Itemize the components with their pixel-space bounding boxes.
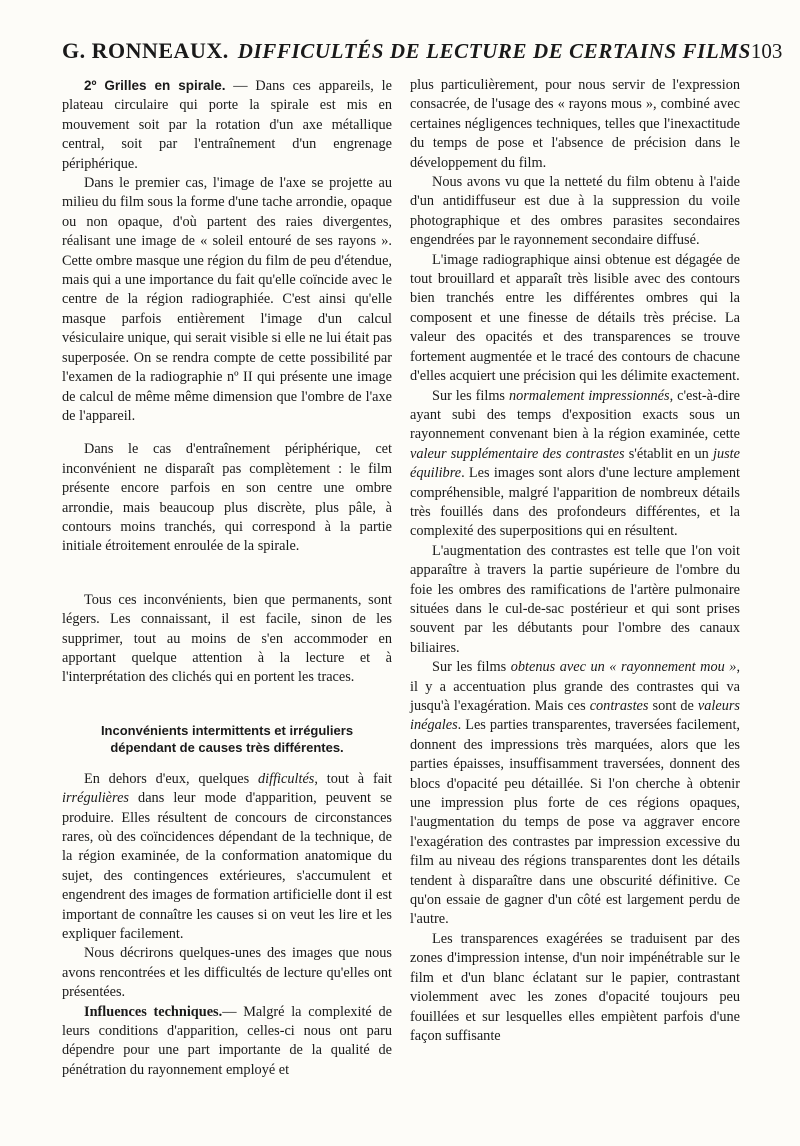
section-heading-line: Inconvénients intermittents et irréguliers: [100, 722, 354, 738]
paragraph: Tous ces inconvénients, bien que permanents, sont légers. Les connaissant, il est facile, sinon de les supprimer, tout au moins de s'en accommoder en apportant quelque attention à la lecture et à l'interprétation des clichés qui en portent les traces.: [62, 591, 392, 686]
paragraph: [62, 76, 392, 174]
section-heading-line: dépendant de causes très différentes.: [110, 739, 344, 755]
emphasis: valeurs inégales: [410, 698, 740, 734]
paragraph-text: — Malgré la complexité de leurs conditions d'apparition, celles-ci nous ont paru dépendre pour une part importante de la qualité de pénétration du rayonnement employé et: [62, 1003, 392, 1078]
left-column: [62, 76, 392, 1080]
header-title: DIFFICULTÉS DE LECTURE DE CERTAINS FILMS: [237, 39, 751, 63]
paragraph: L'augmentation des contrastes est telle que l'on voit apparaître à travers la partie supérieure de l'ombre du foie les ombres des ramifications de l'artère pulmonaire situées dans le cul-de-sac postérieur et qui sont prises souvent par les débutants pour l'ombre des canaux biliaires.: [410, 542, 740, 656]
text-run: , c'est-à-dire ayant subi des temps d'exposition exacts sous un rayonnement convenant bien à la région examinée, cette: [410, 387, 740, 443]
text-run: dans leur mode d'apparition, peuvent se produire. Elles résultent de concours de circonstances rares, où des coïncidences dépendant de la technique, de la région examinée, de la conformation anatomique du sujet, des contingences extérieures, s'accumulent et engendrent des images de formation artificielle dont il est important de connaître les causes si on veut les lire et les expliquer facilement.: [62, 790, 392, 943]
paragraph: [62, 1003, 392, 1081]
emphasis: juste équilibre: [410, 445, 740, 482]
paragraph: Nous avons vu que la netteté du film obtenu à l'aide d'un antidiffuseur est due à la suppression du voile photographique et des ombres parasites secondaires engendrées par le rayonnement secondaire diffusé.: [410, 174, 740, 249]
run-in-heading: Influences techniques.: [84, 1003, 223, 1020]
paragraph: L'image radiographique ainsi obtenue est dégagée de tout brouillard et apparaît très lisible avec des contours bien tranchés entre les différentes ombres qui la composent et une finesse de détails très précise. La valeur des opacités et des transparences se trouve fortement augmentée et le tracé des contours de chacune d'elles acquiert une précision qui les délimite exactement.: [410, 251, 740, 385]
text-run: s'établit en un: [624, 445, 713, 462]
text-run: . Les parties transparentes, traversées facilement, donnent des impressions très marquées, alors que les parties épaisses, insuffisamment traversées, donnent des blocs d'opacité peu détaillée. Si l'on cherche à obtenir une impression plus forte de ces régions opaques, l'augmentation du temps de pose va aggraver encore l'exagération des contrastes par impression excessive du film au niveau des régions transparentes dont les détails tendent à disparaître dans une obscurité définitive. Ce qu'on essaie de gagner d'un côté est largement perdu de l'autre.: [410, 717, 740, 928]
text-run: , il y a accentuation plus grande des contrastes qui va jusqu'à l'exagération. Mais ces: [410, 659, 741, 714]
paragraph: Dans le cas d'entraînement périphérique, cet inconvénient ne disparaît pas complètement : le film présente encore parfois en son centre une ombre arrondie, mais beaucoup plus discrète, plus pâle, à contours moins tranchés, qui correspond à la partie initiale étroitement enroulée de la spirale.: [62, 441, 392, 555]
paragraph: [62, 770, 392, 945]
text-run: Sur les films: [432, 659, 511, 676]
text-run: . Les images sont alors d'une lecture amplement compréhensible, malgré l'apparition de nombreux détails très fouillés dans des profondeurs différentes, et la complexité des superpositions qui en résultent.: [410, 465, 740, 540]
paragraph-text: — Dans ces appareils, le plateau circulaire qui porte la spirale est mis en mouvement soit par la rotation d'un axe métallique central, soit par l'entraînement d'un engrenage périphérique.: [62, 78, 392, 172]
emphasis: obtenus avec un « rayonnement mou »: [510, 659, 737, 676]
emphasis: valeur supplémentaire des contrastes: [410, 445, 625, 462]
paragraph: [410, 658, 740, 930]
emphasis: contrastes: [589, 698, 649, 714]
run-in-heading: 2º Grilles en spirale.: [84, 78, 226, 93]
paragraph: Les transparences exagérées se traduisent par des zones d'impression intense, d'un noir impénétrable sur le film et d'un blanc éclatant sur le papier, contrastant violemment avec les zones d'opacité toujours peu fouillées et sur lesquelles elles empiètent parfois d'une façon suffisante: [410, 930, 740, 1044]
text-run: sont de: [648, 698, 698, 714]
running-header: [62, 38, 783, 72]
right-column: [410, 76, 740, 1046]
page-number: 103: [750, 39, 783, 63]
text-run: , tout à fait: [314, 770, 392, 787]
emphasis: irrégulières: [62, 790, 129, 807]
paragraph: Nous décrirons quelques-unes des images que nous avons rencontrées et les difficultés de lecture qu'elles ont présentées.: [62, 945, 392, 1001]
paragraph: [410, 387, 740, 542]
text-run: En dehors d'eux, quelques: [84, 770, 258, 787]
emphasis: normalement impressionnés: [508, 387, 670, 404]
emphasis: difficultés: [257, 770, 315, 787]
paragraph: Dans le premier cas, l'image de l'axe se projette au milieu du film sous la forme d'une tache arrondie, opaque ou non opaque, d'où partent des raies divergentes, réalisant une image de « soleil entouré de ses rayons ». Cette ombre masque une région du film de peu d'étendue, mais qui a une importance du fait qu'elle coïncide avec le centre de la région radiographiée. C'est ainsi qu'elle masque parfois entièrement l'image d'un calcul vésiculaire unique, qui serait visible si elle ne lui était pas superposée. On se rendra compte de cette possibilité par l'examen de la radiographie nº II qui présente une image de calcul de même même dimension que l'ombre de l'axe de l'appareil.: [62, 175, 392, 424]
paragraph: plus particulièrement, pour nous servir de l'expression consacrée, de l'usage des « rayons mous », combiné avec certaines négligences techniques, telles que l'inexactitude du temps de pose et l'absence de précision dans le développement du film.: [410, 77, 740, 171]
header-author: G. RONNEAUX.: [62, 38, 229, 63]
text-run: Sur les films: [432, 387, 509, 404]
section-heading: [62, 722, 392, 756]
